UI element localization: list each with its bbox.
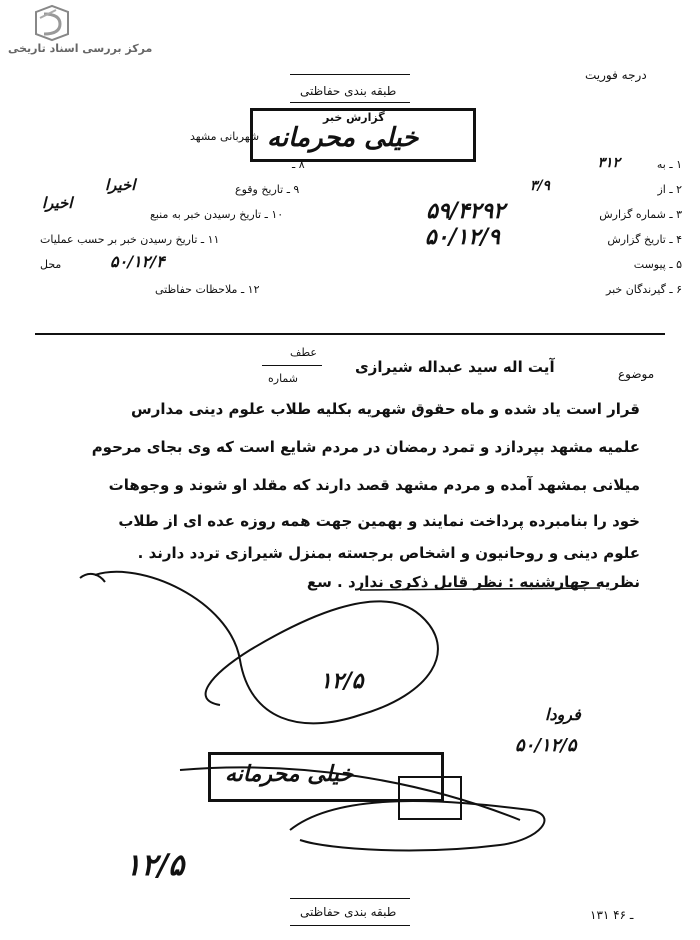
form-code: ۱۳۱ ـ ۴۶ — [590, 908, 634, 922]
reference-label: عطف — [290, 346, 317, 359]
field-security-notes-label: ۱۲ ـ ملاحظات حفاظتی — [155, 283, 260, 296]
field-received-ops-label: ۱۱ ـ تاریخ رسیدن خبر بر حسب عملیات — [40, 233, 220, 246]
classification-bottom: طبقه بندی حفاظتی — [300, 905, 397, 919]
stamp-text: خیلی محرمانه — [267, 123, 419, 153]
footer-divider — [290, 925, 410, 926]
field-attachment-label: ۵ ـ پیوست — [633, 258, 682, 271]
subject-text: آیت اله سید عبداله شیرازی — [355, 358, 555, 376]
overlay-box — [398, 776, 462, 820]
subject-label: موضوع — [618, 367, 655, 381]
field-report-date-label: ۴ ـ تاریخ گزارش — [607, 233, 682, 246]
watermark-text: مرکز بررسی اسناد تاریخی — [8, 42, 153, 55]
stamp2-text: خیلی محرمانه — [225, 761, 354, 787]
field-recipients-label: ۶ ـ گیرندگان خبر — [606, 283, 682, 296]
divider — [290, 102, 410, 103]
field-received-source-value: اخیرا — [42, 194, 73, 212]
archive-logo — [30, 4, 74, 42]
field-occurrence-label: ۹ ـ تاریخ وقوع — [235, 183, 300, 196]
bottom-left-number: ۱۲/۵ — [125, 848, 185, 883]
section-divider — [35, 333, 665, 335]
body-line-3: میلانی بمشهد آمده و مردم مشهد قصد دارند که مقلد او شوند و وجوهات — [108, 476, 640, 494]
body-line-6: نظریه چهارشنبه : نظر قابل ذکری ندارد . سع — [306, 573, 640, 591]
report-title: گزارش خبر — [323, 111, 385, 124]
classification-top: طبقه بندی حفاظتی — [300, 84, 397, 98]
reference-divider — [262, 365, 322, 366]
field-8-label: ۸ ـ — [292, 158, 305, 171]
body-line-1: قرار است یاد شده و ماه حقوق شهریه بکلیه طلاب علوم دینی مدارس — [131, 400, 640, 418]
logo-icon — [30, 4, 74, 42]
field-place-value: ۵۰/۱۲/۴ — [110, 252, 165, 271]
field-from-label: ۲ ـ از — [657, 183, 682, 196]
divider — [290, 74, 410, 75]
field-city-label: شهربانی مشهد — [190, 130, 260, 143]
loop-number: ۱۲/۵ — [320, 668, 364, 694]
field-report-date-value: ۵۰/۱۲/۹ — [424, 224, 500, 250]
margin-note-1: فرودا — [545, 705, 581, 724]
field-report-number-label: ۳ ـ شماره گزارش — [599, 208, 682, 221]
body-line-4: خود را بنامبرده پرداخت نمایند و بهمین جهت همه روزه عده ای از طلاب — [118, 512, 640, 530]
field-received-source-label: ۱۰ ـ تاریخ رسیدن خبر به منبع — [150, 208, 284, 221]
reference-number-label: شماره — [268, 372, 299, 385]
field-to-value: ۳۱۲ — [597, 155, 620, 171]
field-place-label: محل — [40, 258, 62, 271]
urgency-label: درجه فوریت — [585, 68, 647, 82]
margin-note-2: ۵۰/۱۲/۵ — [515, 735, 577, 756]
body-line-5: علوم دینی و روحانیون و اشخاص برجسته بمنزل شیرازی تردد دارند . — [137, 544, 640, 562]
field-report-number-value: ۵۹/۴۲۹۲ — [426, 198, 505, 224]
field-occurrence-value: اخیرا — [105, 176, 136, 194]
body-line-2: علمیه مشهد بپردازد و تمرد رمضان در مردم شایع است که وی بجای مرحوم — [91, 438, 640, 456]
field-from-value: ۳/۹ — [529, 178, 550, 194]
footer-divider — [290, 898, 410, 899]
field-to-label: ۱ ـ به — [656, 158, 682, 171]
classification-stamp — [250, 108, 476, 162]
